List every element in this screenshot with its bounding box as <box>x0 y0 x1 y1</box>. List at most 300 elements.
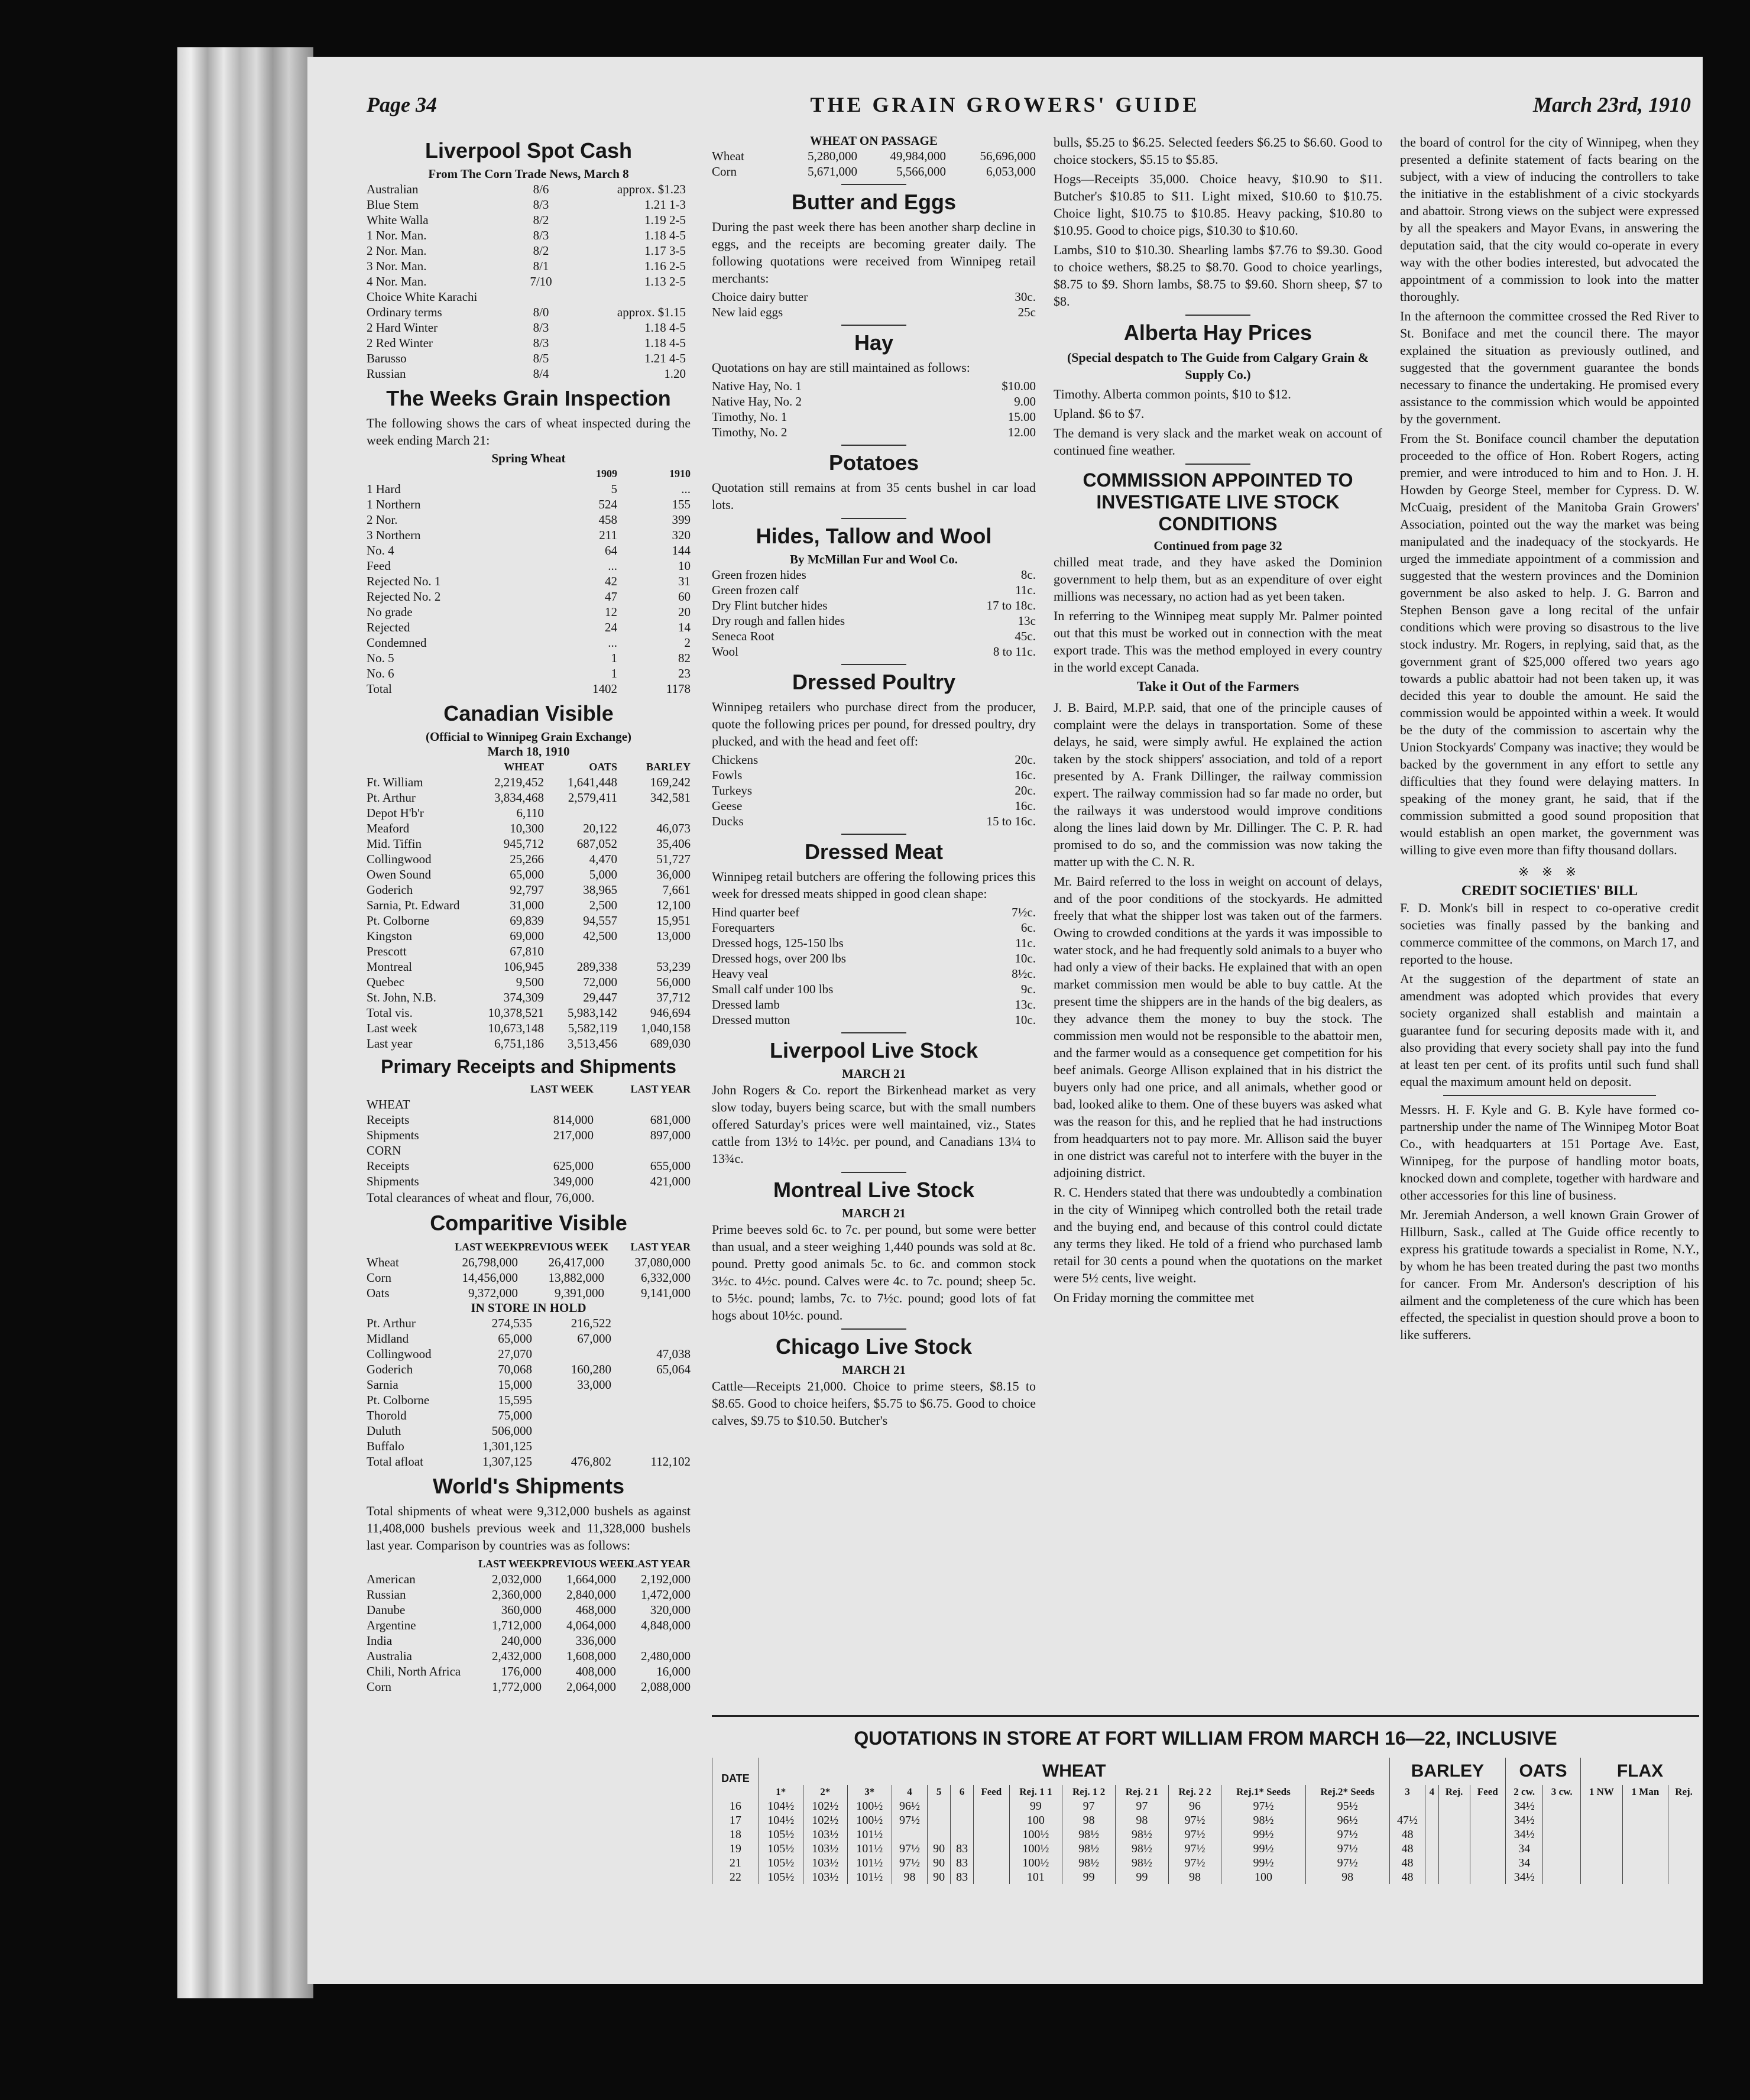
table-cell: 9,141,000 <box>641 1286 691 1300</box>
table-row <box>367 928 691 944</box>
table-cell: 98 <box>1168 1870 1221 1884</box>
table-cell: 1910 <box>669 468 691 479</box>
table-cell: 9,500 <box>516 975 544 989</box>
table-cell: Russian <box>367 367 406 381</box>
table-row <box>367 635 691 650</box>
table-cell: 15 to 16c. <box>986 814 1036 828</box>
table-cell: Pt. Arthur <box>367 790 416 805</box>
table-cell <box>974 1842 1009 1856</box>
table-cell <box>1470 1842 1505 1856</box>
group-header: BARLEY <box>1389 1758 1505 1785</box>
table-cell: Dry Flint butcher hides <box>712 598 828 612</box>
table-cell: Pt. Arthur <box>367 1316 416 1330</box>
table-cell: 98½ <box>1115 1856 1168 1870</box>
table-cell: Midland <box>367 1331 409 1346</box>
table-cell: 99 <box>1115 1870 1168 1884</box>
table-row <box>367 1377 691 1392</box>
table-cell <box>1543 1827 1581 1842</box>
world-table <box>367 1556 691 1694</box>
table-cell: 97 <box>1062 1799 1116 1813</box>
inspection-title: The Weeks Grain Inspection <box>386 386 671 410</box>
table-cell: 217,000 <box>553 1128 594 1142</box>
table-cell: Shipments <box>367 1128 419 1142</box>
table-cell: 687,052 <box>576 837 617 851</box>
table-cell: 34½ <box>1506 1813 1543 1827</box>
table-cell: 155 <box>672 497 691 511</box>
table-cell: White Walla <box>367 213 429 227</box>
table-row <box>367 805 691 821</box>
table-cell: 274,535 <box>491 1316 532 1330</box>
table-cell: 8/3 <box>533 228 549 242</box>
table-cell: Chili, North Africa <box>367 1664 461 1678</box>
table-cell <box>1470 1870 1505 1884</box>
table-cell: 8/2 <box>533 213 549 227</box>
table-cell: 101½ <box>847 1842 892 1856</box>
table-cell: 524 <box>598 497 617 511</box>
visible-sub2: March 18, 1910 <box>487 744 570 759</box>
table-cell <box>1581 1842 1623 1856</box>
table-row <box>712 997 1036 1012</box>
table-cell: 42,500 <box>583 929 617 943</box>
table-row <box>712 767 1036 783</box>
table-cell <box>1622 1799 1668 1813</box>
table-cell: No. 6 <box>367 666 394 680</box>
table-cell: 458 <box>598 513 617 527</box>
column-header: Rej. 2 1 <box>1115 1785 1168 1799</box>
table-cell <box>544 944 617 959</box>
table-cell: 1.21 1-3 <box>644 197 686 212</box>
table-cell: 98½ <box>1115 1827 1168 1842</box>
paragraph: F. D. Monk's bill in respect to co-operative credit societies was finally passed by the banking and commerce committee of the commons, on March 17, and reported to the house. <box>1400 900 1699 967</box>
table-cell: 98½ <box>1115 1842 1168 1856</box>
table-cell: 6,110 <box>516 806 544 820</box>
table-row <box>367 774 691 790</box>
table-cell: 216,522 <box>571 1316 611 1330</box>
column-3 <box>1054 134 1382 1308</box>
table-cell: 97½ <box>892 1813 928 1827</box>
table-cell: 320 <box>672 528 691 542</box>
table-cell: Dressed lamb <box>712 997 780 1012</box>
table-cell: Total <box>367 682 392 696</box>
table-cell: Sarnia, Pt. Edward <box>367 898 460 912</box>
table-row <box>367 836 691 851</box>
table-cell: 2 Red Winter <box>367 336 433 350</box>
table-cell: 20,122 <box>583 821 617 835</box>
table-cell: 102½ <box>803 1799 847 1813</box>
table-cell: 11c. <box>1015 583 1036 597</box>
table-row <box>712 1870 1700 1884</box>
table-cell: 2 Nor. <box>367 513 398 527</box>
table-cell: 2,500 <box>589 898 617 912</box>
paragraph: Hogs—Receipts 35,000. Choice heavy, $10.90 to $11. Butcher's $10.85 to $11. Light mixed, $10.60 to $10.75. Choice light, $10.75 to $10.85. Heavy packing, $10.80 to $10.95. Good to choice pigs, $10.30 to $10.60. <box>1054 171 1382 238</box>
visible-title: Canadian Visible <box>443 701 614 725</box>
table-cell: LAST YEAR <box>630 1083 691 1095</box>
table-row <box>367 1408 691 1423</box>
table-cell: 69,839 <box>510 913 544 928</box>
table-cell <box>594 1143 691 1158</box>
table-cell: Oats <box>367 1286 390 1300</box>
comparative-title: Comparitive Visible <box>430 1211 627 1235</box>
table-cell: 1 <box>611 666 617 680</box>
table-cell: Depot H'b'r <box>367 806 424 820</box>
visible-sub1: (Official to Winnipeg Grain Exchange) <box>425 730 632 744</box>
table-cell: 2,088,000 <box>641 1680 691 1694</box>
table-cell: 34½ <box>1506 1827 1543 1842</box>
table-row <box>367 913 691 928</box>
table-row <box>367 821 691 836</box>
table-row <box>367 959 691 974</box>
table-cell: 8/3 <box>533 320 549 335</box>
table-cell: 374,309 <box>503 990 544 1004</box>
table-cell: 16c. <box>1015 768 1036 782</box>
table-cell: 7/10 <box>530 274 552 289</box>
column-header-row <box>712 1785 1700 1799</box>
table-cell: 20c. <box>1015 753 1036 767</box>
table-row <box>712 378 1036 394</box>
table-cell: 5,582,119 <box>568 1021 617 1035</box>
table-cell <box>1425 1813 1438 1827</box>
table-cell: 320,000 <box>650 1603 691 1617</box>
paragraph: Upland. $6 to $7. <box>1054 406 1145 421</box>
table-cell: 64 <box>605 543 617 558</box>
table-cell: Green frozen calf <box>712 583 799 597</box>
hides-table <box>712 567 1036 659</box>
table-cell: Choice dairy butter <box>712 290 808 304</box>
meat-table <box>712 905 1036 1028</box>
table-cell: Last year <box>367 1036 413 1051</box>
table-cell <box>1668 1856 1699 1870</box>
table-cell: 16,000 <box>656 1664 691 1678</box>
table-cell: 105½ <box>759 1856 803 1870</box>
table-cell: 29,447 <box>583 990 617 1004</box>
table-cell: Geese <box>712 799 743 813</box>
table-cell <box>367 1081 497 1097</box>
table-cell: Montreal <box>367 960 412 974</box>
table-row <box>367 527 691 543</box>
table-cell: 1909 <box>596 468 617 479</box>
table-cell: Wheat <box>712 149 744 163</box>
table-cell: 100½ <box>847 1799 892 1813</box>
table-cell <box>1470 1799 1505 1813</box>
table-cell: 90 <box>928 1856 951 1870</box>
table-cell <box>1543 1842 1581 1856</box>
table-cell: 8/2 <box>533 244 549 258</box>
credit-title: CREDIT SOCIETIES' BILL <box>1461 883 1638 899</box>
table-cell: Owen Sound <box>367 867 432 882</box>
table-cell: 160,280 <box>571 1362 611 1376</box>
table-row <box>367 481 691 497</box>
table-cell: 1,472,000 <box>641 1587 691 1602</box>
table-cell: 2,219,452 <box>494 775 544 789</box>
table-row <box>367 543 691 558</box>
liverpool-date: MARCH 21 <box>842 1067 906 1081</box>
table-cell: Hind quarter beef <box>712 905 800 919</box>
table-cell <box>1425 1799 1438 1813</box>
table-cell <box>1668 1799 1699 1813</box>
table-cell <box>974 1827 1009 1842</box>
table-cell: 13,882,000 <box>548 1271 604 1285</box>
table-cell: Dressed hogs, over 200 lbs <box>712 951 846 965</box>
table-row <box>367 1331 691 1346</box>
table-row <box>712 1813 1700 1827</box>
table-row <box>712 567 1036 582</box>
table-row <box>367 182 691 197</box>
table-cell: 106,945 <box>503 960 544 974</box>
table-cell: Dry rough and fallen hides <box>712 614 845 628</box>
table-row <box>712 304 1036 320</box>
in-store-heading: IN STORE IN HOLD <box>471 1301 586 1315</box>
table-cell: No. 4 <box>367 543 394 558</box>
table-cell: Dressed mutton <box>712 1013 790 1027</box>
table-cell: 8c. <box>1020 568 1036 582</box>
table-cell: 8/0 <box>533 305 549 319</box>
paragraph: the board of control for the city of Winnipeg, when they presented a definite statement of facts bearing on the subject, with a view of inducing the controllers to take the initiative in the establishment of a civic stockyards and abattoir. Strong views on the subject were expressed by all the speakers and Mayor Evans, in answering the deputation said, that the city would co-operate in every way with the other bodies interested, but advocated the appointment of a commission to look into the matter thoroughly. <box>1400 135 1699 304</box>
table-cell: 16c. <box>1015 799 1036 813</box>
chicago-text: Cattle—Receipts 21,000. Choice to prime steers, $8.15 to $8.65. Good to choice heifers, $5.75 to $6.75. Good to choice calves, $9.75 to $10.50. Butcher's <box>712 1379 1036 1428</box>
table-cell: 100½ <box>1009 1827 1062 1842</box>
montreal-date: MARCH 21 <box>842 1206 906 1220</box>
table-cell: 15,595 <box>498 1393 532 1407</box>
table-cell: Goderich <box>367 1362 413 1376</box>
table-cell: 468,000 <box>575 1603 616 1617</box>
table-cell: 33,000 <box>577 1378 611 1392</box>
poultry-title: Dressed Poultry <box>792 670 956 694</box>
table-cell: 105½ <box>759 1827 803 1842</box>
column-header: 6 <box>951 1785 974 1799</box>
table-row <box>367 212 691 228</box>
table-row <box>367 497 691 512</box>
table-cell: 897,000 <box>650 1128 691 1142</box>
table-cell: 4,064,000 <box>566 1618 616 1632</box>
table-cell: 144 <box>672 543 691 558</box>
table-cell: 31,000 <box>510 898 544 912</box>
table-cell: 98½ <box>1062 1842 1116 1856</box>
table-cell <box>1470 1856 1505 1870</box>
table-cell <box>928 1827 951 1842</box>
table-cell: 47½ <box>1389 1813 1425 1827</box>
table-cell: 49,984,000 <box>890 149 946 163</box>
paragraph: The demand is very slack and the market weak on account of continued fine weather. <box>1054 426 1382 458</box>
table-cell: 8/4 <box>533 367 549 381</box>
paragraph: In referring to the Winnipeg meat supply Mr. Palmer pointed out that this must be worked out in connection with the meat export trade. This was the method employed in every country in the world except Canada. <box>1054 608 1382 675</box>
table-row <box>367 304 691 320</box>
table-cell <box>1581 1856 1623 1870</box>
table-cell <box>497 1097 594 1112</box>
passage-title: WHEAT ON PASSAGE <box>810 134 938 148</box>
table-cell: Collingwood <box>367 1347 432 1361</box>
table-cell: 99 <box>1062 1870 1116 1884</box>
table-cell <box>928 1813 951 1827</box>
table-cell: LAST WEEK <box>455 1241 518 1253</box>
table-cell: 1,040,158 <box>641 1021 691 1035</box>
group-header: DATE <box>712 1758 759 1799</box>
table-cell <box>951 1827 974 1842</box>
column-header: Feed <box>974 1785 1009 1799</box>
table-row <box>367 851 691 867</box>
table-cell: 12 <box>605 605 617 619</box>
table-row <box>367 320 691 335</box>
chicago-title: Chicago Live Stock <box>775 1334 973 1359</box>
meat-title: Dressed Meat <box>804 840 944 864</box>
divider <box>841 518 906 519</box>
table-cell: 9.00 <box>1014 394 1036 409</box>
table-cell: 9,391,000 <box>555 1286 604 1300</box>
hides-title: Hides, Tallow and Wool <box>756 524 992 548</box>
table-cell: 97½ <box>892 1842 928 1856</box>
table-cell: 1,664,000 <box>566 1572 616 1586</box>
table-cell: Meaford <box>367 821 410 835</box>
table-cell: 102½ <box>803 1813 847 1827</box>
table-cell <box>1438 1813 1470 1827</box>
table-cell: 65,064 <box>656 1362 691 1376</box>
table-cell: 20c. <box>1015 783 1036 798</box>
table-cell: 97½ <box>1221 1799 1305 1813</box>
table-cell: 11c. <box>1015 936 1036 950</box>
divider <box>841 1032 906 1033</box>
column-header: 1 Man <box>1622 1785 1668 1799</box>
table-cell: 169,242 <box>650 775 691 789</box>
primary-title: Primary Receipts and Shipments <box>381 1056 676 1077</box>
table-cell <box>617 944 691 959</box>
table-cell: 6c. <box>1020 921 1036 935</box>
table-cell: Feed <box>367 559 391 573</box>
table-cell <box>367 759 467 774</box>
table-row <box>712 814 1036 829</box>
table-cell <box>1581 1799 1623 1813</box>
table-cell: 99 <box>1009 1799 1062 1813</box>
table-cell: 96½ <box>1305 1813 1389 1827</box>
table-row <box>367 1454 691 1469</box>
in-store-table <box>367 1315 691 1469</box>
paragraph: chilled meat trade, and they have asked the Dominion government to help them, but as an expenditure of over eight millions was necessary, no action had as yet been taken. <box>1054 555 1382 604</box>
table-cell: Native Hay, No. 2 <box>712 394 802 409</box>
alberta-sub: (Special despatch to The Guide from Calgary Grain & Supply Co.) <box>1067 350 1369 382</box>
table-cell: 8 to 11c. <box>993 644 1036 659</box>
table-cell: Total afloat <box>367 1454 423 1469</box>
table-cell <box>1438 1870 1470 1884</box>
table-cell: 98½ <box>1062 1856 1116 1870</box>
continued-note: Continued from page 32 <box>1153 539 1282 553</box>
table-cell: Corn <box>367 1680 391 1694</box>
table-cell: 1 <box>611 651 617 665</box>
table-cell: 2,579,411 <box>568 790 617 805</box>
table-cell <box>1438 1799 1470 1813</box>
table-cell: 5,280,000 <box>808 149 857 163</box>
table-cell <box>951 1799 974 1813</box>
divider <box>841 1328 906 1330</box>
table-cell: 1.18 4-5 <box>644 320 686 335</box>
table-cell: 336,000 <box>575 1634 616 1648</box>
table-row <box>367 974 691 990</box>
table-cell: 1.18 4-5 <box>644 228 686 242</box>
table-cell: 8/6 <box>533 182 549 196</box>
table-row <box>367 1438 691 1454</box>
table-row <box>712 148 1036 164</box>
table-cell: Buffalo <box>367 1439 404 1453</box>
table-cell: 5,983,142 <box>568 1006 617 1020</box>
table-cell: Australian <box>367 182 419 196</box>
table-cell: Danube <box>367 1603 406 1617</box>
table-cell: Heavy veal <box>712 967 769 981</box>
table-cell: 101½ <box>847 1856 892 1870</box>
table-cell: 99½ <box>1221 1856 1305 1870</box>
table-cell <box>892 1827 928 1842</box>
table-row <box>367 1097 691 1112</box>
potatoes-text: Quotation still remains at from 35 cents bushel in car load lots. <box>712 480 1036 512</box>
table-cell: 92,797 <box>510 883 544 897</box>
table-cell: 104½ <box>759 1813 803 1827</box>
table-cell: 112,102 <box>650 1454 691 1469</box>
table-cell: $10.00 <box>1002 379 1036 393</box>
paragraph: On Friday morning the committee met <box>1054 1290 1255 1305</box>
table-row <box>367 1158 691 1174</box>
table-cell <box>1622 1870 1668 1884</box>
divider <box>1185 464 1250 465</box>
table-cell: 83 <box>951 1842 974 1856</box>
table-row <box>367 1112 691 1127</box>
table-cell <box>611 1408 691 1423</box>
table-row <box>367 1362 691 1377</box>
table-cell: 67,810 <box>510 944 544 958</box>
table-cell: 12.00 <box>1007 425 1036 439</box>
column-header: 1* <box>759 1785 803 1799</box>
table-cell: Shipments <box>367 1174 419 1188</box>
table-cell: 211 <box>599 528 617 542</box>
liverpool-text: John Rogers & Co. report the Birkenhead market as very slow today, buyers being scarce, but with the small numbers offered Saturday's prices were well maintained, viz., States cattle from 13½ to 14½c. per pound, and Canadians 13¼ to 13¾c. <box>712 1083 1036 1166</box>
table-row <box>367 197 691 212</box>
table-cell <box>1438 1827 1470 1842</box>
table-cell: Argentine <box>367 1618 416 1632</box>
table-cell: 4,848,000 <box>641 1618 691 1632</box>
table-cell: 3,513,456 <box>568 1036 617 1051</box>
table-cell: 2,360,000 <box>492 1587 542 1602</box>
column-header: 3 cw. <box>1543 1785 1581 1799</box>
table-cell <box>514 289 568 304</box>
table-cell: 70,068 <box>498 1362 532 1376</box>
column-2 <box>712 134 1036 1431</box>
table-cell: 100 <box>1009 1813 1062 1827</box>
table-cell: 7,661 <box>662 883 691 897</box>
table-cell <box>611 1423 691 1438</box>
table-row <box>712 920 1036 935</box>
table-row <box>712 966 1036 981</box>
table-cell: 82 <box>678 651 691 665</box>
table-row <box>367 1571 691 1587</box>
table-cell: 36,000 <box>656 867 691 882</box>
table-cell: 1,608,000 <box>566 1649 616 1663</box>
column-header: 2 cw. <box>1506 1785 1543 1799</box>
table-cell <box>1389 1799 1425 1813</box>
table-cell: 25c <box>1017 305 1036 319</box>
table-cell: 97½ <box>1168 1856 1221 1870</box>
table-cell <box>532 1408 611 1423</box>
column-header: Rej. 2 2 <box>1168 1785 1221 1799</box>
quotations-table <box>712 1758 1699 1884</box>
table-cell: 2,064,000 <box>566 1680 616 1694</box>
table-cell <box>1470 1813 1505 1827</box>
table-row <box>712 582 1036 598</box>
table-row <box>367 1664 691 1679</box>
table-cell: 945,712 <box>503 837 544 851</box>
table-cell: 13c. <box>1015 997 1036 1012</box>
potatoes-title: Potatoes <box>828 451 919 475</box>
table-row <box>367 790 691 805</box>
paragraph: J. B. Baird, M.P.P. said, that one of the principle causes of complaint were the delays in transportation. Some of these delays, he said, were simply awful. He explained the action taken by the stock shippers' association, and told of a report presented by A. Frank Dillinger, the railway commission expert. The railway commission had so far made no order, but the railways it was understood would improve conditions along the lines laid down by Mr. Dillinger. The C. P. R. had promised to do so, and the commission was now taking the matter up with the C. N. R. <box>1054 700 1382 869</box>
column-header-row <box>367 466 691 481</box>
column-header: Rej.1* Seeds <box>1221 1785 1305 1799</box>
comparative-table <box>367 1239 691 1301</box>
table-cell: 60 <box>678 589 691 604</box>
